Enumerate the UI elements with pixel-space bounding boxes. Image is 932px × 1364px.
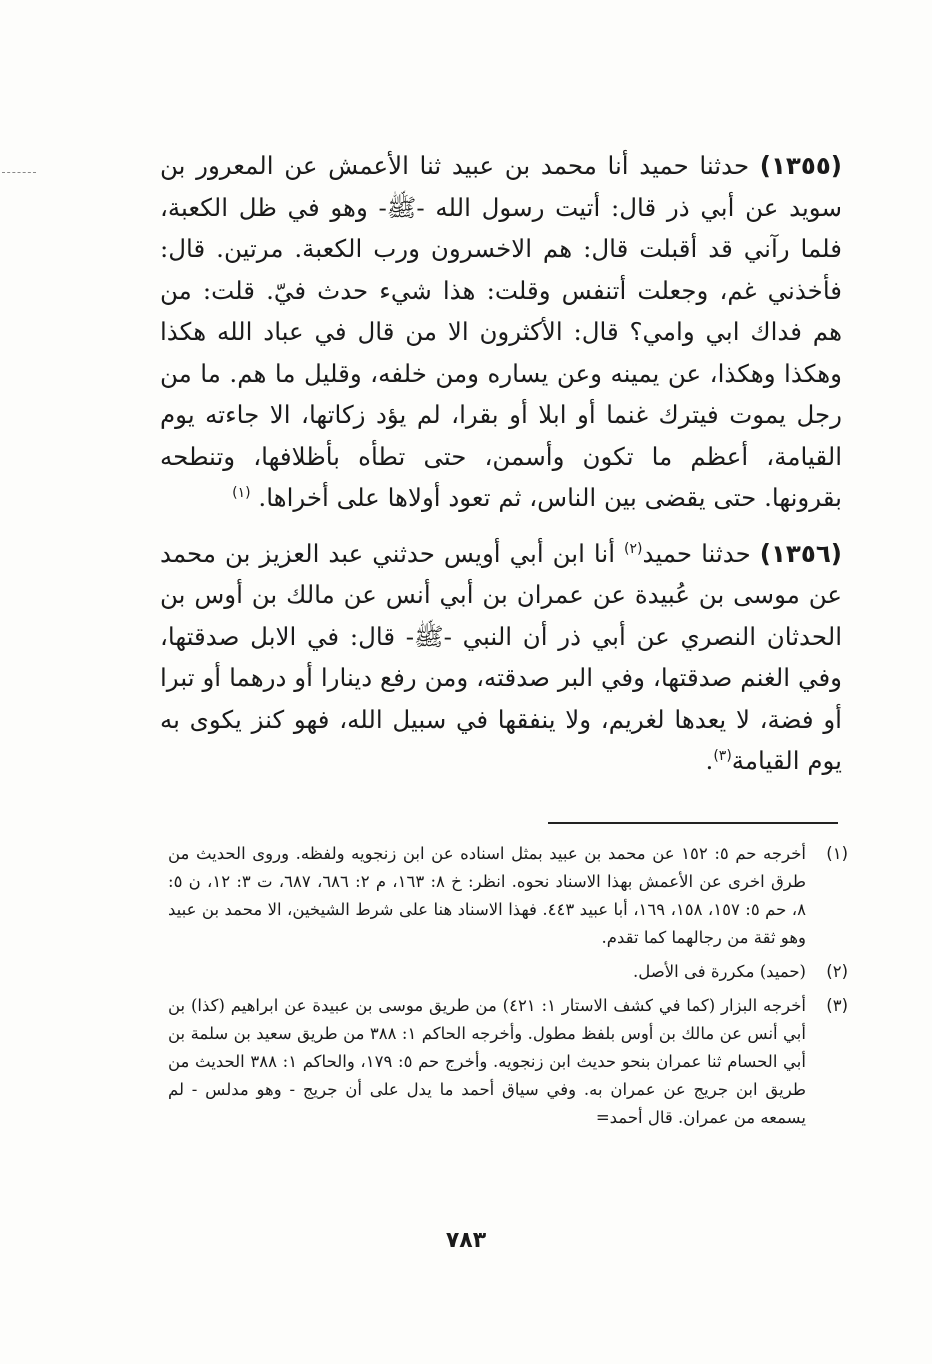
- footnote-1: [168, 840, 848, 952]
- hadith-1355: [160, 145, 842, 519]
- footnote-number: (١): [826, 844, 848, 863]
- hadith-number: (١٣٥٦): [759, 538, 842, 568]
- hadith-number: (١٣٥٥): [759, 151, 842, 180]
- footnote-3: [168, 992, 848, 1132]
- footnote-number: (٣): [826, 996, 848, 1015]
- footnote-2: [168, 958, 848, 986]
- footnote-ref: (٢): [624, 540, 643, 557]
- footnote-divider: [548, 822, 838, 824]
- footnote-text: (حميد) مكررة فى الأصل.: [632, 962, 806, 981]
- hadith-1356: (١٣٥٦) حدثنا حميد$^{(٢)}$ أنا ابن أبي أويس حدثني عبد العزيز بن محمد عن موسى بن عُبيدة عن عمران بن أبي أنس عن مالك بن أوس بن الحدثان النصري عن أبي ذر أن النبي -ﷺ- قال: في الابل صدقتها، وفي الغنم صدقتها، وفي البر صدقته، ومن رفع دينارا أو درهما أو تبرا أو فضة، لا يعدها لغريم، ولا ينفقها في سبيل الله، فهو كنز يكوى به يوم القيامة$^{(٣)}$.: [160, 538, 842, 775]
- hadith-text: حدثنا حميد أنا محمد بن عبيد ثنا الأعمش عن المعرور بن سويد عن أبي ذر قال: أتيت رسول الله -ﷺ- وهو في ظل الكعبة، فلما رآني قد أقبلت قال: هم الاخسرون ورب الكعبة. مرتين. قال: فأخذني غم، وجعلت أتنفس وقلت: هذا شيء حدث فيّ. قلت: من هم فداك ابي وامي؟ قال: الأكثرون الا من قال في عباد الله هكذا وهكذا وهكذا، عن يمينه وعن يساره ومن خلفه، وقليل ما هم. ما من رجل يموت فيترك غنما أو ابلا أو بقرا، لم يؤد زكاتها، الا جاءته يوم القيامة، أعظم ما تكون وأسمن، حتى تطأه بأظلافها، وتنطحه بقرونها. حتى يقضى بين الناس، ثم تعود أولاها على أخراها.: [160, 151, 842, 512]
- page-number: ٧٨٣: [445, 1228, 487, 1253]
- footnote-text: أخرجه البزار (كما في كشف الاستار ١: ٤٢١) من طريق موسى بن عبيدة عن ابراهيم (كذا) بن أبي أنس عن مالك بن أوس بلفظ مطول. وأخرجه الحاكم ١: ٣٨٨ من طريق سعيد بن سلمة بن أبي الحسام ثنا عمران بنحو حديث ابن زنجويه. وأخرج حم ٥: ١٧٩، والحاكم ١: ٣٨٨ الحديث من طريق ابن جريج عن عمران به. وفي سياق أحمد ما يدل على أن جريج - وهو مدلس - لم يسمعه من عمران. قال أحمد=: [168, 996, 806, 1127]
- footnotes: [168, 840, 848, 1138]
- footnote-text: أخرجه حم ٥: ١٥٢ عن محمد بن عبيد بمثل اسناده عن ابن زنجويه ولفظه. وروى الحديث من طرق اخرى عن الأعمش بهذا الاسناد نحوه. انظر: خ ٨: ١٦٣، م ٢: ٦٨٦، ٦٨٧، ت ٣: ١٢، ن ٥: ٨، حم ٥: ١٥٧، ١٥٨، ١٦٩، أبا عبيد ٤٤٣. فهذا الاسناد هنا على شرط الشيخين، الا محمد بن عبيد وهو ثقة من رجالهما كما تقدم.: [168, 844, 807, 947]
- footnote-ref: (٣): [713, 747, 732, 764]
- hadith-text: أنا ابن أبي أويس حدثني عبد العزيز بن محمد عن موسى بن عُبيدة عن عمران بن أبي أنس عن مالك بن أوس بن الحدثان النصري عن أبي ذر أن النبي -ﷺ- قال: في الابل صدقتها، وفي الغنم صدقتها، وفي البر صدقته، ومن رفع دينارا أو درهما أو تبرا أو فضة، لا يعدها لغريم، ولا ينفقها في سبيل الله، فهو كنز يكوى به يوم القيامة: [160, 538, 842, 775]
- margin-mark: [2, 172, 36, 173]
- main-text: [160, 145, 842, 782]
- hadith-opening: حدثنا حميد: [642, 538, 751, 568]
- footnote-ref: (١): [232, 484, 251, 501]
- footnote-number: (٢): [826, 962, 848, 981]
